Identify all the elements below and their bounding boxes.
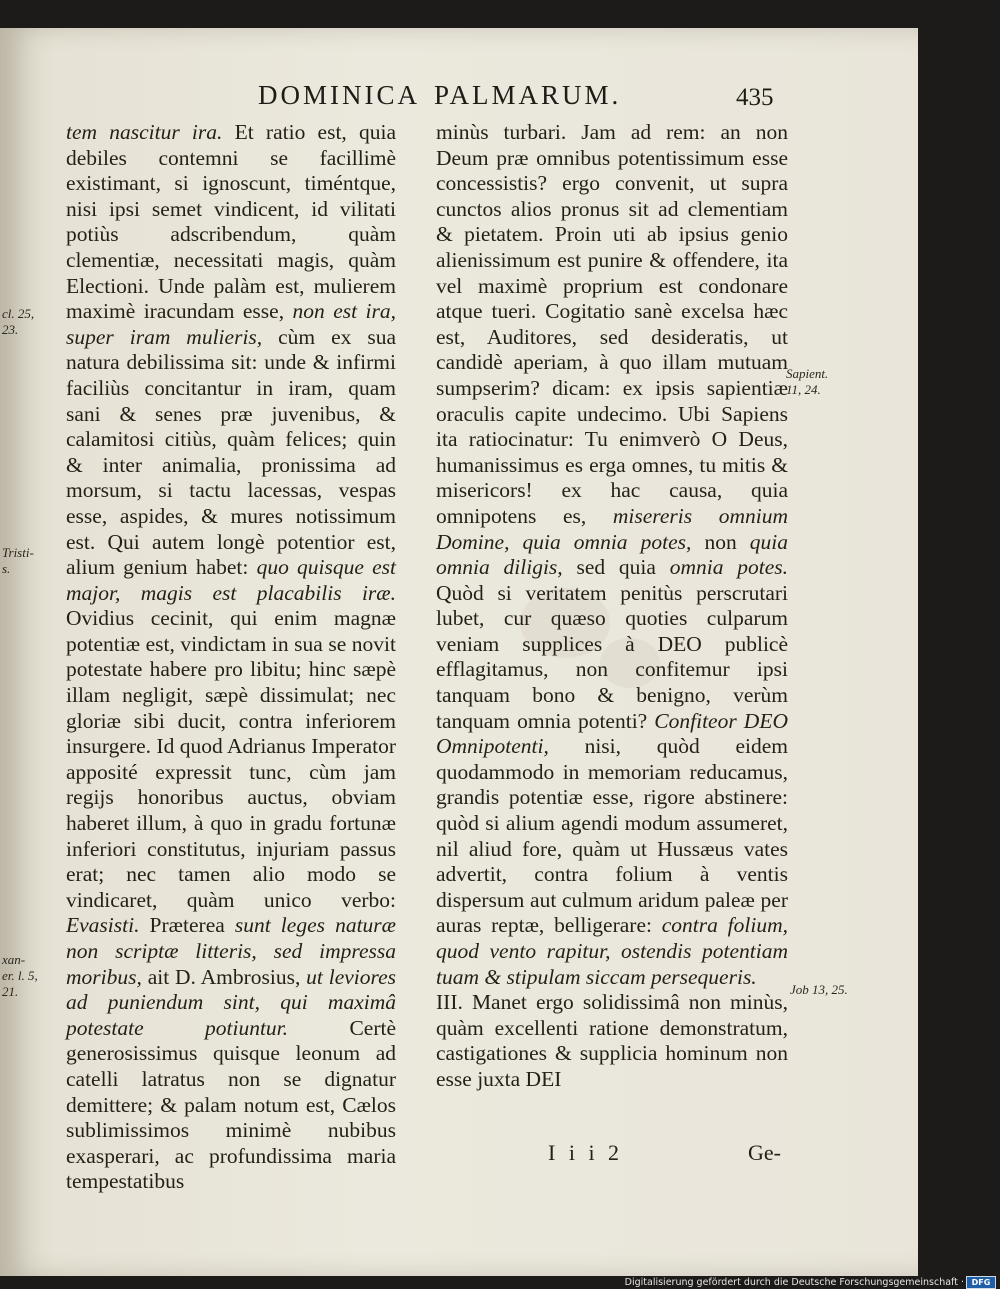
- right-text-column: [436, 120, 788, 1093]
- margin-note: Sapient. 11, 24.: [786, 366, 829, 397]
- page-footer: [548, 1140, 788, 1170]
- running-head-title: DOMINICA: [258, 80, 420, 110]
- dfg-logo: DFG: [966, 1276, 996, 1289]
- margin-note: Job 13, 25.: [790, 982, 848, 997]
- paragraph: minùs turbari. Jam ad rem: an non Deum præ omnibus potentissimum esse concessistis? ergo convenit, ut supra cunctos alios pronus sit ad clementiam & pietatem. Proin uti ab ipsius genio alienissimum est punire & offendere, ita vel maximè proprium est condonare atque tueri. Cogitatio sanè excelsa hæc est, Auditores, sed desideratis, ut candidè aperiam, à quo illam mutuam sumpserim? dicam: ex ipsis sapientiæ oraculis capite undecimo. Ubi Sapiens ita ratiocinatur: Tu enimverò O Deus, humanissimus es erga omnes, tu mitis & misericors! ex hac causa, quia omnipotens es, misereris omnium Domine, quia omnia potes, non quia omnia diligis, sed quia omnia potes. Quòd si veritatem penitùs perscrutari lubet, cur quæso quoties culparum veniam supplices à DEO publicè efflagitamus, non confitemur ipsi tanquam bono & benigno, verùm tanquam omnia potenti? Confiteor DEO Omnipotenti, nisi, quòd eidem quodammodo in memoriam reducamus, grandis potentiæ esse, rigore abstinere: quòd si alium agendi modum assumeret, nil aliud fore, quàm ut Hussæus vates advertit, contra folium à ventis dispersum aut culmum aridum paleæ per auras reptæ, belligerare: contra folium, quod vento rapitur, ostendis potentiam tuam & stipulam siccam persequeris.: [436, 120, 788, 989]
- paragraph: III. Manet ergo solidissimâ non minùs, quàm excellenti ratione demonstratum, castigationes & supplicia hominum non esse juxta DEI: [436, 990, 788, 1091]
- margin-note: Tristi- s.: [2, 545, 34, 576]
- margin-note: xan- er. l. 5, 21.: [2, 952, 38, 999]
- digitization-credit: Digitalisierung gefördert durch die Deutsche Forschungsgemeinschaft ·: [624, 1277, 964, 1288]
- left-text-column: [66, 120, 396, 1195]
- signature-mark: I i i 2: [548, 1140, 624, 1165]
- margin-note: cl. 25, 23.: [2, 306, 35, 337]
- catchword: Ge-: [748, 1140, 781, 1165]
- page-number: 435: [736, 84, 774, 111]
- running-head-title: PALMARUM.: [434, 80, 622, 110]
- paragraph: tem nascitur ira. Et ratio est, quia debiles contemni se facillimè existimant, si ignoscunt, timéntque, nisi ipsi semet vindicent, id vilitati potiùs adscribendum, quàm clementiæ, necessitati magis, quàm Electioni. Unde palàm est, mulierem maximè iracundam esse, non est ira, super iram mulieris, cùm ex sua natura debilissima sit: unde & infirmi faciliùs concitantur in iram, quam sani & senes præ juvenibus, & calamitosi citiùs, quàm felices; quin & inter animalia, pronissima ad morsum, si tactu lacessas, vespas esse, aspides, & mures notissimum est. Qui autem longè potentior est, alium genium habet: quo quisque est major, magis est placabilis iræ. Ovidius cecinit, qui enim magnæ potentiæ est, vindictam in sua se novit potestate habere pro libitu; hinc sæpè illam negligit, sæpè dissimulat; nec gloriæ sibi ducit, contra inferiorem insurgere. Id quod Adrianus Imperator apposité expressit tunc, cùm jam regijs honoribus auctus, obviam haberet illum, à quo in gradu fortunæ inferiori constitutus, injuriam passus erat; nec tamen alio modo se vindicaret, quàm unico verbo: Evasisti. Præterea sunt leges naturæ non scriptæ litteris, sed impressa moribus, ait D. Ambrosius, ut leviores ad puniendum sint, qui maximâ potestate potiuntur. Certè generosissimus quisque leonum ad catelli latratus non se dignatur demittere; & palam notum est, Cælos sublimissimos minimè nubibus exasperari, ac profundissima maria tempestatibus: [66, 120, 397, 1194]
- running-head: [258, 80, 798, 120]
